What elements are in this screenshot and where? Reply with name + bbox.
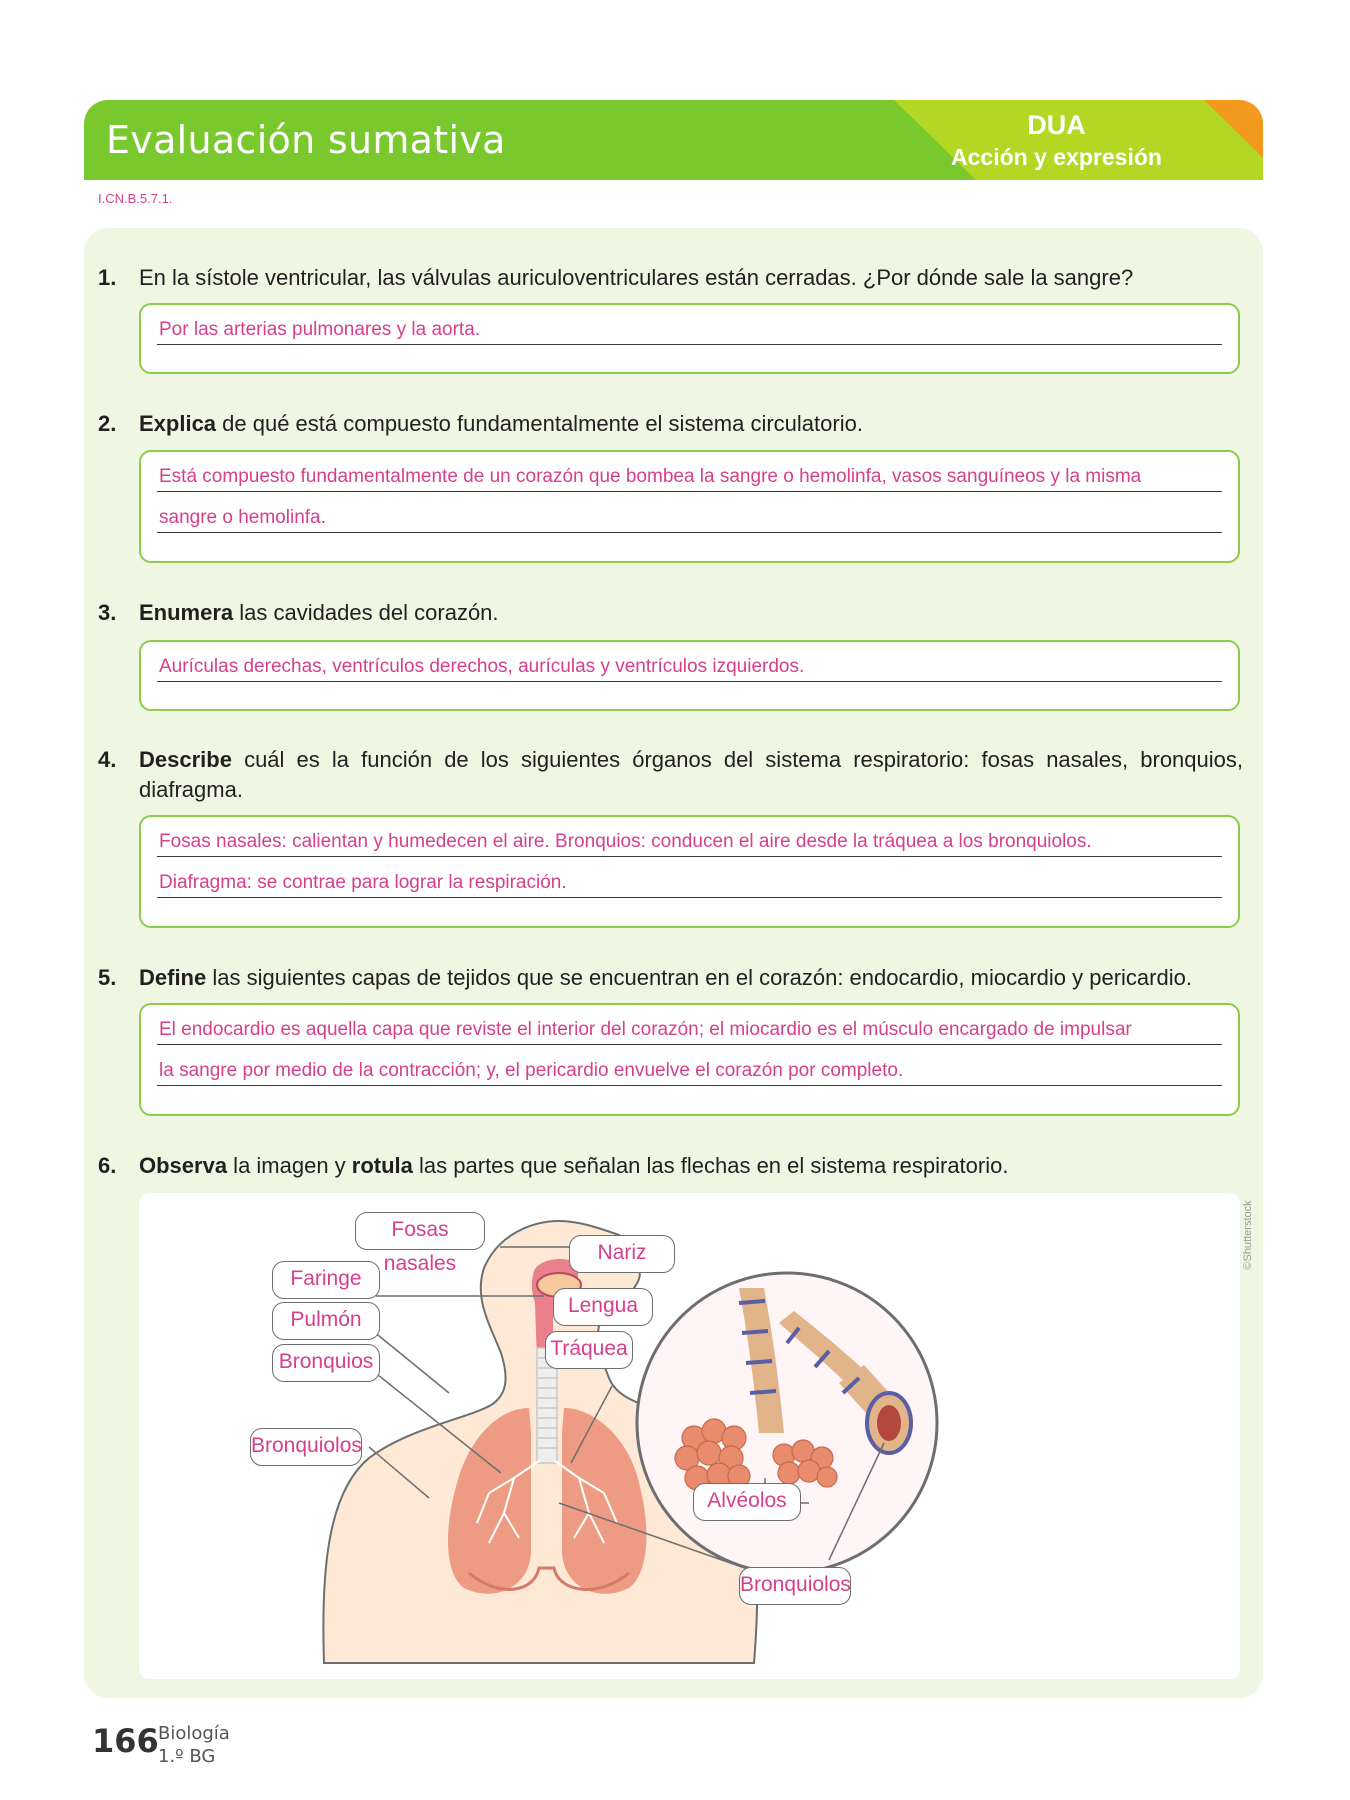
label-bronquiolos-right: Bronquiolos	[739, 1567, 851, 1605]
subject-name: Biología	[158, 1723, 230, 1744]
dua-subtitle: Acción y expresión	[951, 144, 1162, 170]
answer-line: sangre o hemolinfa.	[157, 503, 1222, 533]
answer-box-5[interactable]	[139, 1003, 1240, 1116]
question-1	[98, 263, 1243, 293]
question-text: la imagen y	[227, 1153, 352, 1178]
respiratory-system-figure	[139, 1193, 1240, 1679]
label-nariz: Nariz	[569, 1235, 675, 1273]
section-title: Evaluación sumativa	[106, 118, 506, 162]
answer-line: la sangre por medio de la contracción; y, el pericardio envuelve el corazón por completo.	[157, 1056, 1222, 1086]
svg-text:©Shutterstock: ©Shutterstock	[1242, 1200, 1254, 1270]
label-fosas-nasales: Fosas nasales	[355, 1212, 485, 1250]
question-verb: Describe	[139, 747, 232, 772]
answer-box-1[interactable]	[139, 303, 1240, 374]
image-credit	[1238, 1190, 1264, 1280]
question-number: 5.	[98, 965, 117, 990]
answer-line: Aurículas derechas, ventrículos derechos, aurículas y ventrículos izquierdos.	[157, 652, 1222, 682]
indicator-code: I.CN.B.5.7.1.	[98, 191, 173, 206]
label-bronquiolos-left: Bronquiolos	[250, 1428, 362, 1466]
question-text: las cavidades del corazón.	[233, 600, 499, 625]
question-text: las partes que señalan las flechas en el sistema respiratorio.	[412, 1153, 1009, 1178]
answer-line: Diafragma: se contrae para lograr la respiración.	[157, 868, 1222, 898]
answer-box-2[interactable]	[139, 450, 1240, 563]
question-verb: Explica	[139, 411, 217, 436]
question-number: 1.	[98, 265, 117, 290]
question-number: 4.	[98, 747, 117, 772]
question-number: 6.	[98, 1153, 117, 1178]
course-level: 1.º BG	[158, 1746, 216, 1767]
question-text: de qué está compuesto fundamentalmente el sistema circulatorio.	[216, 411, 863, 436]
dua-badge	[894, 100, 1263, 180]
question-number: 2.	[98, 411, 117, 436]
page-number: 166	[92, 1722, 159, 1760]
label-pulmon: Pulmón	[272, 1302, 380, 1340]
question-6	[98, 1151, 1243, 1181]
label-bronquios: Bronquios	[272, 1344, 380, 1382]
answer-box-3[interactable]	[139, 640, 1240, 711]
question-verb: Define	[139, 965, 207, 990]
label-traquea: Tráquea	[545, 1331, 633, 1369]
question-text: las siguientes capas de tejidos que se encuentran en el corazón: endocardio, miocardio y pericardio.	[206, 965, 1192, 990]
question-text: cuál es la función de los siguientes órganos del sistema respiratorio: fosas nasales, bronquios, diafragma.	[139, 747, 1243, 802]
question-4	[98, 745, 1243, 805]
question-2	[98, 409, 1243, 439]
answer-line: Por las arterias pulmonares y la aorta.	[157, 315, 1222, 345]
question-verb: Observa	[139, 1153, 228, 1178]
answer-line: Fosas nasales: calientan y humedecen el aire. Bronquios: conducen el aire desde la tráquea a los bronquiolos.	[157, 827, 1222, 857]
answer-line: Está compuesto fundamentalmente de un corazón que bombea la sangre o hemolinfa, vasos sanguíneos y la misma	[157, 462, 1222, 492]
dua-title: DUA	[1027, 110, 1086, 140]
answer-box-4[interactable]	[139, 815, 1240, 928]
label-faringe: Faringe	[272, 1261, 380, 1299]
question-number: 3.	[98, 600, 117, 625]
question-verb: Enumera	[139, 600, 234, 625]
answer-line: El endocardio es aquella capa que reviste el interior del corazón; el miocardio es el músculo encargado de impulsar	[157, 1015, 1222, 1045]
label-lengua: Lengua	[553, 1288, 653, 1326]
question-text: En la sístole ventricular, las válvulas auriculoventriculares están cerradas. ¿Por dónde sale la sangre?	[139, 265, 1134, 290]
section-header	[84, 100, 1263, 180]
question-3	[98, 598, 1243, 628]
question-5	[98, 963, 1243, 993]
label-alveolos: Alvéolos	[693, 1483, 801, 1521]
question-verb: rotula	[351, 1153, 413, 1178]
